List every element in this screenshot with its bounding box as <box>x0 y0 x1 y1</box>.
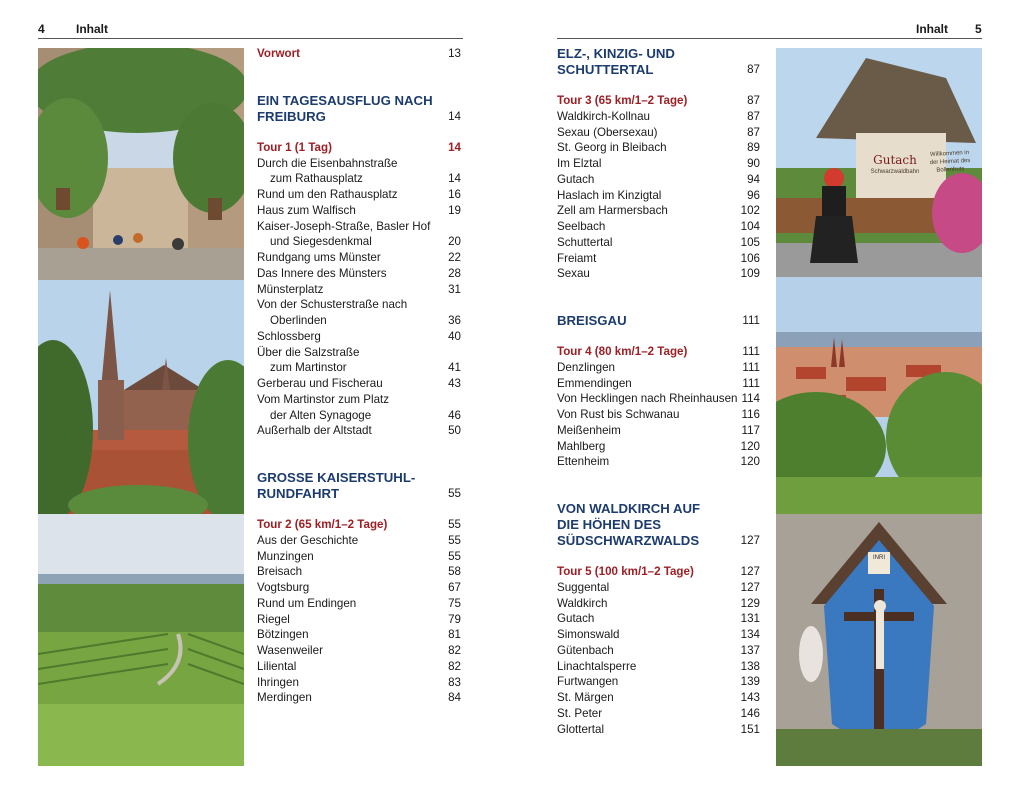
toc-entry[interactable] <box>557 391 760 407</box>
sign-sub: Schwarzwaldbahn <box>870 169 920 175</box>
toc-entry-page: 14 <box>448 172 461 186</box>
toc-entry-page: 111 <box>742 376 760 390</box>
toc-entry[interactable] <box>557 266 760 282</box>
toc-entry-page: 139 <box>740 675 760 689</box>
toc-entry-title: St. Peter <box>557 706 603 720</box>
toc-entry-page: 81 <box>448 628 461 642</box>
toc-entry[interactable] <box>557 454 760 470</box>
toc-entry[interactable] <box>257 596 461 612</box>
toc-entry[interactable] <box>257 360 461 376</box>
toc-entry[interactable] <box>257 297 461 313</box>
toc-entry[interactable] <box>557 125 760 141</box>
toc-entry[interactable] <box>257 282 461 298</box>
toc-entry-page: 83 <box>448 675 461 689</box>
toc-entry[interactable] <box>257 408 461 424</box>
tour-heading[interactable] <box>257 140 461 156</box>
toc-entry-page: 58 <box>448 565 461 579</box>
toc-entry[interactable] <box>257 549 461 565</box>
section-page: 87 <box>747 63 760 76</box>
toc-entry-title: Außerhalb der Altstadt <box>257 424 372 438</box>
toc-entry[interactable] <box>557 659 760 675</box>
toc-entry-title: Über die Salzstraße <box>257 345 360 359</box>
toc-entry-title: Mahlberg <box>557 439 606 453</box>
toc-entry-title: Von Hecklingen nach Rheinhausen <box>557 392 738 406</box>
toc-entry-page: 67 <box>448 581 461 594</box>
tour-page: 127 <box>740 565 760 578</box>
tour-page: 111 <box>742 345 760 358</box>
toc-entry[interactable] <box>257 313 461 329</box>
section-heading[interactable] <box>257 470 461 502</box>
section-page: 127 <box>740 534 760 547</box>
toc-entry-title: St. Georg in Bleibach <box>557 141 667 155</box>
toc-entry-title: der Alten Synagoge <box>270 408 372 422</box>
toc-entry[interactable] <box>257 266 461 282</box>
toc-entry[interactable] <box>557 360 760 376</box>
toc-entry-title: Glottertal <box>557 722 605 736</box>
toc-entry[interactable] <box>257 329 461 345</box>
toc-entry[interactable] <box>557 235 760 251</box>
toc-entry-title: Linachtalsperre <box>557 659 637 673</box>
toc-entry[interactable] <box>557 140 760 156</box>
tour-page: 14 <box>448 140 461 154</box>
toc-entry-page: 36 <box>448 314 461 327</box>
toc-entry[interactable] <box>257 203 461 219</box>
toc-entry-page: 46 <box>448 408 461 422</box>
toc-entry-page: 19 <box>448 203 461 217</box>
toc-entry-title: Freiamt <box>557 251 597 265</box>
toc-entry-title: Oberlinden <box>270 314 327 327</box>
tour-heading[interactable] <box>257 517 461 533</box>
toc-entry-page: 146 <box>740 706 760 720</box>
toc-entry-page: 117 <box>741 423 760 437</box>
section-title-line: VON WALDKIRCH AUF <box>557 501 701 516</box>
photo-wayside-shrine <box>776 514 982 766</box>
toc-entry[interactable] <box>557 580 760 596</box>
toc-entry[interactable] <box>557 627 760 643</box>
section-title-line: GROSSE KAISERSTUHL- <box>257 470 416 485</box>
toc-entry-title: Rund um Endingen <box>257 596 357 610</box>
toc-entry[interactable] <box>257 156 461 172</box>
toc-entry[interactable] <box>557 172 760 188</box>
toc-entry-page: 114 <box>741 392 760 406</box>
toc-entry-title: Merdingen <box>257 691 312 705</box>
sign-text: Willkommen in der Heimat des Bollenhuts <box>929 149 971 174</box>
toc-entry-page: 129 <box>740 596 760 610</box>
toc-entry-page: 87 <box>747 125 760 139</box>
toc-entry-title: Gutach <box>557 612 595 626</box>
tour-label: Tour 1 (1 Tag) <box>257 140 332 154</box>
toc-entry-title: Rund um den Rathausplatz <box>257 188 398 201</box>
toc-entry-page: 79 <box>448 612 461 626</box>
toc-entry-title: Gütenbach <box>557 643 614 657</box>
toc-entry[interactable] <box>257 345 461 361</box>
toc-entry[interactable] <box>557 690 760 706</box>
toc-entry[interactable] <box>557 407 760 423</box>
toc-entry-page: 28 <box>448 266 461 280</box>
toc-entry-page: 105 <box>740 235 760 249</box>
toc-entry-page: 134 <box>740 628 760 641</box>
tour-label: Tour 2 (65 km/1–2 Tage) <box>257 518 388 531</box>
toc-entry-title: Sexau <box>557 267 590 281</box>
toc-entry-title: Kaiser-Joseph-Straße, Basler Hof <box>257 219 431 233</box>
toc-entry-page: 90 <box>747 157 760 170</box>
toc-entry-page: 111 <box>742 360 760 374</box>
section-title-line: ELZ-, KINZIG- UND <box>557 46 675 61</box>
toc-entry[interactable] <box>257 659 461 675</box>
photo-freiburg-street <box>38 48 244 280</box>
section-title-line: BREISGAU <box>557 313 627 328</box>
toc-entry-title: Waldkirch-Kollnau <box>557 109 650 123</box>
toc-entry-title: Von der Schusterstraße nach <box>257 298 408 312</box>
toc-entry[interactable] <box>257 564 461 580</box>
tour-page: 55 <box>448 518 461 531</box>
toc-entry-title: Gutach <box>557 172 595 186</box>
toc-entry[interactable] <box>257 580 461 596</box>
toc-entry[interactable] <box>557 722 760 738</box>
toc-entry[interactable] <box>257 690 461 706</box>
toc-entry[interactable] <box>257 643 461 659</box>
toc-entry-title: Meißenheim <box>557 423 621 437</box>
toc-entry[interactable] <box>257 612 461 628</box>
toc-entry-page: 55 <box>448 533 461 547</box>
section-page: 14 <box>448 109 461 123</box>
photo-kaiserstuhl-vineyards <box>38 514 244 766</box>
toc-entry-title: St. Märgen <box>557 691 614 704</box>
toc-entry-title: Durch die Eisenbahnstraße <box>257 156 398 170</box>
toc-entry-page: 138 <box>740 659 760 673</box>
toc-entry-title: Schuttertal <box>557 235 613 249</box>
toc-entry-title: zum Rathausplatz <box>270 172 363 186</box>
right-page-header: Inhalt <box>916 22 948 36</box>
photo-breisgau-town <box>776 277 982 514</box>
section-heading[interactable] <box>557 46 760 78</box>
toc-entry-page: 102 <box>740 204 760 218</box>
toc-entry-title: Seelbach <box>557 220 606 233</box>
toc-entry-page: 120 <box>740 455 760 469</box>
toc-entry-title: Liliental <box>257 659 297 673</box>
tour-label: Tour 5 (100 km/1–2 Tage) <box>557 565 694 578</box>
section-page: 55 <box>448 487 461 500</box>
toc-entry-title: zum Martinstor <box>270 361 347 375</box>
section-title-line: EIN TAGESAUSFLUG NACH <box>257 92 433 108</box>
section-title-line: SCHUTTERTAL <box>557 62 654 77</box>
left-toc <box>257 46 461 706</box>
toc-entry-page: 151 <box>740 722 760 736</box>
toc-entry-title: Simonswald <box>557 628 620 641</box>
toc-entry-title: Schlossberg <box>257 329 321 343</box>
toc-entry-page: 43 <box>448 377 461 390</box>
toc-entry-page: 75 <box>448 596 461 610</box>
tour-label: Tour 4 (80 km/1–2 Tage) <box>557 345 688 358</box>
toc-entry-page: 120 <box>740 439 760 453</box>
tour-heading[interactable] <box>557 564 760 580</box>
section-title-line: DIE HÖHEN DES <box>557 517 662 532</box>
toc-entry-page: 40 <box>448 329 461 343</box>
toc-entry[interactable] <box>557 423 760 439</box>
toc-entry[interactable] <box>557 439 760 455</box>
toc-entry-title: Vogtsburg <box>257 581 310 594</box>
toc-entry[interactable] <box>557 188 760 204</box>
photo-gutach-sign <box>776 48 982 277</box>
toc-entry-page: 137 <box>740 643 760 657</box>
toc-entry-title: Riegel <box>257 612 290 626</box>
toc-entry[interactable] <box>257 392 461 408</box>
tour-heading[interactable] <box>557 93 760 109</box>
toc-entry[interactable] <box>557 376 760 392</box>
toc-entry-title: Rundgang ums Münster <box>257 251 381 264</box>
sign-name: Gutach <box>873 153 917 167</box>
toc-entry-page: 16 <box>448 188 461 201</box>
toc-entry-title: Munzingen <box>257 549 314 563</box>
toc-entry-page: 82 <box>448 644 461 657</box>
toc-entry-title: Emmendingen <box>557 376 632 390</box>
tour-label: Tour 3 (65 km/1–2 Tage) <box>557 94 688 107</box>
toc-entry-title: Von Rust bis Schwanau <box>557 408 680 421</box>
toc-entry[interactable] <box>557 219 760 235</box>
section-title-line: RUNDFAHRT <box>257 486 340 501</box>
toc-entry-page: 20 <box>448 235 461 249</box>
toc-entry-page: 96 <box>747 188 760 202</box>
toc-entry-title: Vom Martinstor zum Platz <box>257 392 390 406</box>
toc-entry-page: 94 <box>747 172 760 186</box>
toc-entry[interactable] <box>257 171 461 187</box>
toc-entry-title: Ettenheim <box>557 455 610 469</box>
toc-entry-title: Suggental <box>557 580 610 594</box>
toc-entry-page: 55 <box>448 549 461 563</box>
toc-entry[interactable] <box>557 706 760 722</box>
toc-entry-page: 89 <box>747 141 760 155</box>
toc-entry-page: 22 <box>448 251 461 264</box>
toc-entry-title: Haus zum Walfisch <box>257 203 356 217</box>
toc-entry[interactable] <box>557 596 760 612</box>
toc-entry[interactable] <box>557 674 760 690</box>
toc-entry-page: 131 <box>740 612 760 626</box>
toc-entry-title: Bötzingen <box>257 628 309 642</box>
photo-freiburg-muenster <box>38 280 244 514</box>
toc-entry-page: 104 <box>740 220 760 233</box>
left-page-header: Inhalt <box>76 22 108 36</box>
toc-entry-page: 84 <box>448 691 461 705</box>
toc-entry-page: 50 <box>448 424 461 438</box>
toc-entry-title: Furtwangen <box>557 675 619 689</box>
section-heading[interactable] <box>257 93 461 125</box>
toc-entry[interactable] <box>257 423 461 439</box>
section-heading[interactable] <box>557 501 760 549</box>
section-title-line: FREIBURG <box>257 108 326 124</box>
toc-entry[interactable] <box>557 109 760 125</box>
toc-entry[interactable] <box>557 156 760 172</box>
left-header-rule <box>38 38 463 39</box>
tour-page: 87 <box>747 94 760 107</box>
left-page-number: 4 <box>38 22 45 36</box>
toc-entry-title: Breisach <box>257 565 303 579</box>
toc-entry-page: 127 <box>740 580 760 594</box>
toc-entry[interactable] <box>257 533 461 549</box>
toc-entry-title: Zell am Harmersbach <box>557 204 668 218</box>
toc-entry[interactable] <box>257 675 461 691</box>
toc-entry-title: Denzlingen <box>557 360 616 374</box>
toc-entry[interactable] <box>557 203 760 219</box>
toc-entry-title: Ihringen <box>257 675 299 689</box>
toc-entry[interactable] <box>557 251 760 267</box>
shrine-inscription: INRI <box>873 555 885 561</box>
right-toc <box>557 46 760 737</box>
toc-entry-title: Waldkirch <box>557 596 608 610</box>
toc-entry-title: und Siegesdenkmal <box>270 235 372 249</box>
toc-entry-page: 116 <box>741 408 760 421</box>
toc-entry-page: 41 <box>448 361 461 375</box>
section-heading[interactable] <box>557 313 760 329</box>
toc-vorwort[interactable]: Vorwort 13 <box>257 47 461 60</box>
toc-entry-title: Haslach im Kinzigtal <box>557 188 662 202</box>
toc-entry-title: Wasenweiler <box>257 644 323 657</box>
toc-entry[interactable] <box>257 627 461 643</box>
toc-entry[interactable] <box>257 376 461 392</box>
toc-entry-page: 87 <box>747 109 760 123</box>
toc-entry[interactable] <box>557 611 760 627</box>
tour-heading[interactable] <box>557 344 760 360</box>
toc-entry[interactable] <box>257 187 461 203</box>
toc-entry-page: 106 <box>740 251 760 265</box>
toc-entry-page: 109 <box>740 267 760 281</box>
right-page-number: 5 <box>975 22 982 36</box>
toc-entry-title: Aus der Geschichte <box>257 533 359 547</box>
toc-entry-title: Münsterplatz <box>257 282 324 296</box>
section-page: 111 <box>742 314 760 327</box>
toc-entry-title: Sexau (Obersexau) <box>557 125 658 139</box>
toc-entry-page: 143 <box>740 691 760 704</box>
toc-entry[interactable] <box>557 643 760 659</box>
toc-entry[interactable] <box>257 234 461 250</box>
section-title-line: SÜDSCHWARZWALDS <box>557 533 700 548</box>
toc-entry-page: 82 <box>448 659 461 673</box>
toc-entry-title: Gerberau und Fischerau <box>257 377 383 390</box>
toc-entry-title: Im Elztal <box>557 157 602 170</box>
toc-entry-page: 31 <box>448 282 461 296</box>
toc-entry-title: Das Innere des Münsters <box>257 266 387 280</box>
right-header-rule <box>557 38 982 39</box>
toc-entry[interactable] <box>257 219 461 235</box>
toc-entry[interactable] <box>257 250 461 266</box>
